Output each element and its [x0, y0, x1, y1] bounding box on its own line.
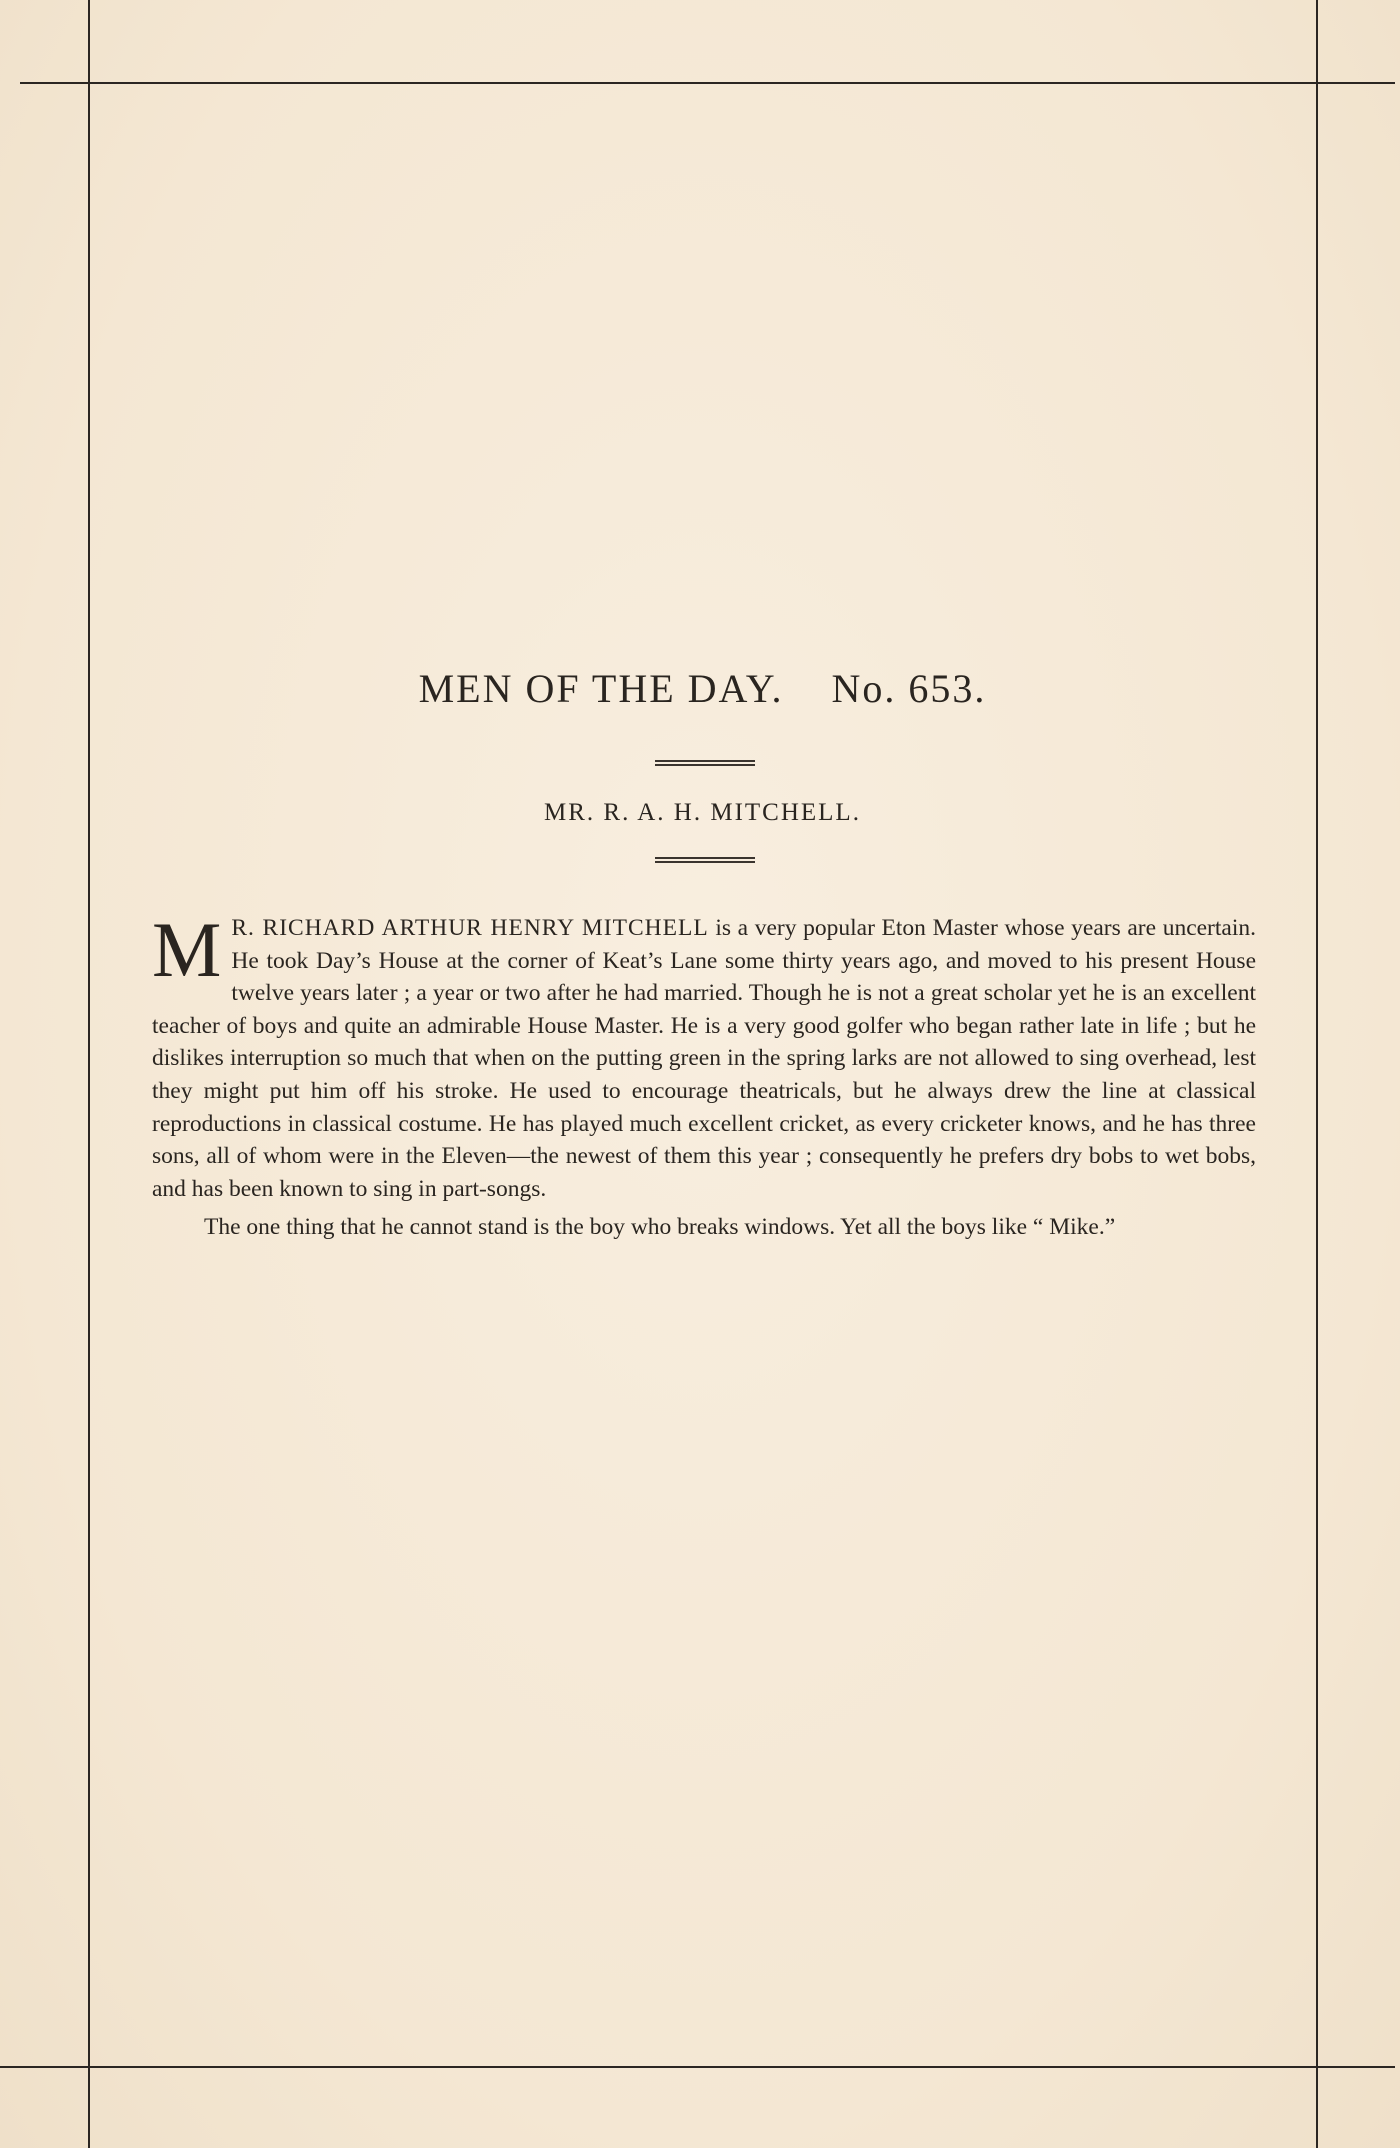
- series-title: MEN OF THE DAY.: [418, 666, 784, 711]
- article-body: [152, 906, 1256, 1250]
- double-rule-top: [655, 760, 755, 766]
- paragraph-2: The one thing that he cannot stand is the boy who breaks windows. Yet all the boys like “ Mike.”: [204, 1214, 1116, 1241]
- page-title: [89, 665, 1316, 712]
- paragraph-1-text: is a very popular Eton Master whose years are uncertain. He took Day’s House at the corner of Keat’s Lane some thirty years ago, and moved to his present House twelve years later ; a year or two after he had married. Though he is not a great scholar yet he is an excellent teacher of boys and quite an admirable House Master. He is a very good golfer who began rather late in life ; but he dislikes interruption so much that when on the putting green in the spring larks are not allowed to sing overhead, lest they might put him off his stroke. He used to encourage theatricals, but he always drew the line at classical reproductions in classical costume. He has played much excellent cricket, as every cricketer knows, and he has three sons, all of whom were in the Eleven—the newest of them this year ; consequently he prefers dry bobs to wet bobs, and has been known to sing in part-songs.: [152, 915, 1256, 1202]
- subject-name: MR. R. A. H. MITCHELL.: [544, 799, 861, 826]
- series-number: No. 653.: [831, 666, 987, 711]
- double-rule-bottom: [655, 857, 755, 863]
- frame-top-rule: [20, 82, 1395, 84]
- frame-bottom-rule: [0, 2066, 1395, 2068]
- drop-cap: M: [152, 906, 222, 993]
- paragraph-1: [152, 906, 1256, 1205]
- frame-left-rule: [88, 0, 90, 2148]
- frame-right-rule: [1316, 0, 1318, 2148]
- lead-in: R. RICHARD ARTHUR HENRY MITCHELL: [231, 915, 709, 941]
